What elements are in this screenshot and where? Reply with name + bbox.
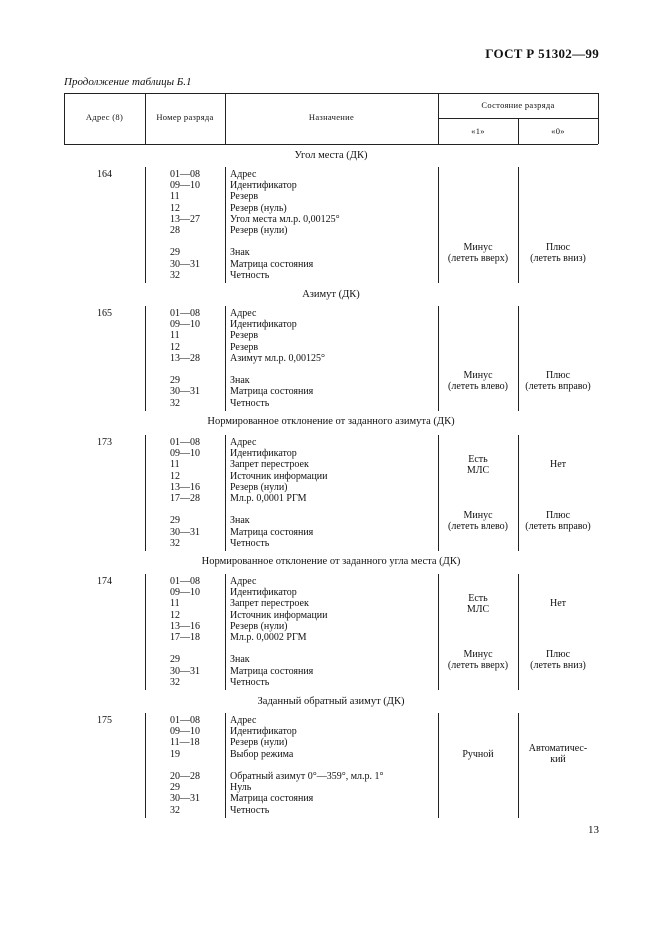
- state-zero-cell: Плюс (лететь вправо): [525, 509, 591, 532]
- bit-number-cell: 30—31: [170, 386, 200, 398]
- bit-number-cell: 29: [170, 247, 180, 259]
- column-divider: [438, 574, 439, 690]
- purpose-cell: Источник информации: [230, 609, 328, 621]
- bit-number-cell: 30—31: [170, 793, 200, 805]
- state-one-cell: Есть МЛС: [466, 592, 490, 615]
- purpose-cell: Адрес: [230, 715, 257, 726]
- purpose-cell: Знак: [230, 515, 250, 527]
- column-divider: [438, 167, 439, 283]
- header-bottom-border: [64, 144, 598, 145]
- bit-number-cell: 13—28: [170, 352, 200, 364]
- purpose-cell: Резерв: [230, 330, 259, 342]
- state-one-cell: Минус (лететь вверх): [447, 648, 509, 671]
- bit-number-cell: 30—31: [170, 665, 200, 677]
- table-right-border: [598, 93, 599, 144]
- column-divider: [145, 167, 146, 283]
- address-cell: 165: [97, 308, 112, 319]
- purpose-cell: Азимут мл.р. 0,00125°: [230, 352, 326, 364]
- bit-number-cell: 13—16: [170, 620, 200, 632]
- bit-number-cell: 09—10: [170, 726, 200, 738]
- bit-number-cell: 13—16: [170, 481, 200, 493]
- bit-number-cell: 13—27: [170, 213, 200, 225]
- purpose-cell: Резерв: [230, 341, 259, 353]
- table-continuation-caption: Продолжение таблицы Б.1: [64, 76, 192, 88]
- purpose-cell: Источник информации: [230, 470, 328, 482]
- bit-number-cell: 29: [170, 654, 180, 666]
- purpose-cell: Матрица состояния: [230, 665, 314, 677]
- bit-number-cell: 17—18: [170, 632, 200, 643]
- purpose-cell: Четность: [230, 537, 270, 549]
- col-header-address: Адрес (8): [85, 112, 124, 122]
- document-id: ГОСТ Р 51302—99: [485, 46, 599, 61]
- purpose-cell: Адрес: [230, 437, 257, 448]
- purpose-cell: Идентификатор: [230, 587, 297, 599]
- purpose-cell: Резерв (нуль): [230, 202, 287, 214]
- bit-number-cell: 09—10: [170, 319, 200, 331]
- bit-number-cell: 32: [170, 676, 180, 688]
- purpose-cell: Четность: [230, 269, 270, 281]
- purpose-cell: Обратный азимут 0°—359°, мл.р. 1°: [230, 771, 384, 782]
- column-divider: [225, 435, 226, 551]
- address-cell: 173: [97, 437, 112, 448]
- column-divider: [225, 574, 226, 690]
- col-header-state-zero: «0»: [551, 126, 565, 136]
- state-zero-cell: Плюс (лететь вправо): [525, 369, 591, 392]
- column-divider: [518, 435, 519, 551]
- purpose-cell: Резерв (нули): [230, 225, 288, 236]
- section-title: Нормированное отклонение от заданного угла места (ДК): [201, 556, 461, 567]
- state-one-cell: Минус (лететь влево): [448, 369, 508, 392]
- purpose-cell: Матрица состояния: [230, 386, 314, 398]
- bit-number-cell: 01—08: [170, 715, 200, 726]
- bit-number-cell: 11: [170, 459, 180, 471]
- purpose-cell: Нуль: [230, 782, 252, 794]
- bit-number-cell: 09—10: [170, 587, 200, 599]
- column-divider: [145, 435, 146, 551]
- state-zero-cell: Плюс (лететь вниз): [530, 241, 586, 264]
- bit-number-cell: 01—08: [170, 308, 200, 319]
- purpose-cell: Мл.р. 0,0002 РГМ: [230, 632, 307, 643]
- bit-number-cell: 32: [170, 804, 180, 816]
- column-divider: [145, 306, 146, 411]
- purpose-cell: Матрица состояния: [230, 793, 314, 805]
- purpose-cell: Адрес: [230, 169, 257, 180]
- column-divider: [145, 574, 146, 690]
- bit-number-cell: 30—31: [170, 258, 200, 270]
- purpose-cell: Четность: [230, 676, 270, 688]
- purpose-cell: Мл.р. 0,0001 РГМ: [230, 493, 307, 504]
- bit-number-cell: 11: [170, 191, 180, 203]
- purpose-cell: Адрес: [230, 308, 257, 319]
- column-divider: [438, 713, 439, 818]
- purpose-cell: Резерв (нули): [230, 481, 288, 493]
- column-divider: [518, 713, 519, 818]
- state-zero-cell: Нет: [549, 459, 567, 471]
- column-divider: [145, 713, 146, 818]
- col-header-bit-number: Номер разряда: [156, 112, 214, 122]
- column-divider: [225, 306, 226, 411]
- col-header-bit-state: Состояние разряда: [481, 100, 555, 110]
- bit-number-cell: 32: [170, 537, 180, 549]
- column-divider: [518, 574, 519, 690]
- address-cell: 175: [97, 715, 112, 726]
- column-divider: [438, 306, 439, 411]
- bit-number-cell: 12: [170, 609, 180, 621]
- address-cell: 164: [97, 169, 112, 180]
- bit-number-cell: 20—28: [170, 771, 200, 782]
- purpose-cell: Угол места мл.р. 0,00125°: [230, 213, 340, 225]
- bit-number-cell: 19: [170, 748, 180, 760]
- state-one-cell: Минус (лететь влево): [448, 509, 508, 532]
- bit-number-cell: 28: [170, 225, 180, 236]
- bit-number-cell: 12: [170, 341, 180, 353]
- column-divider: [225, 167, 226, 283]
- address-cell: 174: [97, 576, 112, 587]
- bit-number-cell: 11: [170, 330, 180, 342]
- purpose-cell: Знак: [230, 654, 250, 666]
- section-title: Нормированное отклонение от заданного азимута (ДК): [207, 416, 455, 427]
- purpose-cell: Идентификатор: [230, 180, 297, 192]
- page-number: 13: [588, 824, 599, 836]
- bit-number-cell: 01—08: [170, 437, 200, 448]
- purpose-cell: Запрет перестроек: [230, 598, 309, 610]
- bit-number-cell: 01—08: [170, 576, 200, 587]
- purpose-cell: Знак: [230, 375, 250, 387]
- purpose-cell: Четность: [230, 397, 270, 409]
- purpose-cell: Выбор режима: [230, 748, 294, 760]
- state-zero-cell: Автоматичес- кий: [528, 743, 588, 766]
- bit-number-cell: 30—31: [170, 526, 200, 538]
- section-title: Угол места (ДК): [294, 150, 368, 161]
- state-one-cell: Есть МЛС: [466, 453, 490, 476]
- purpose-cell: Адрес: [230, 576, 257, 587]
- purpose-cell: Идентификатор: [230, 319, 297, 331]
- state-one-cell: Ручной: [462, 748, 494, 760]
- col-header-purpose: Назначение: [308, 112, 355, 122]
- column-divider: [518, 306, 519, 411]
- bit-number-cell: 29: [170, 375, 180, 387]
- section-title: Азимут (ДК): [302, 289, 360, 300]
- bit-number-cell: 11—18: [170, 737, 200, 749]
- purpose-cell: Идентификатор: [230, 448, 297, 460]
- state-one-cell: Минус (лететь вверх): [447, 241, 509, 264]
- bit-number-cell: 01—08: [170, 169, 200, 180]
- bit-number-cell: 09—10: [170, 180, 200, 192]
- bit-number-cell: 32: [170, 269, 180, 281]
- bit-number-cell: 09—10: [170, 448, 200, 460]
- bit-number-cell: 12: [170, 202, 180, 214]
- col-header-state-one: «1»: [471, 126, 485, 136]
- purpose-cell: Четность: [230, 804, 270, 816]
- state-zero-cell: Плюс (лететь вниз): [530, 648, 586, 671]
- column-divider: [518, 167, 519, 283]
- bit-number-cell: 29: [170, 782, 180, 794]
- bit-number-cell: 11: [170, 598, 180, 610]
- column-divider: [225, 713, 226, 818]
- bit-number-cell: 29: [170, 515, 180, 527]
- purpose-cell: Идентификатор: [230, 726, 297, 738]
- section-title: Заданный обратный азимут (ДК): [257, 696, 405, 707]
- bit-number-cell: 12: [170, 470, 180, 482]
- bit-number-cell: 32: [170, 397, 180, 409]
- column-divider: [438, 435, 439, 551]
- purpose-cell: Резерв: [230, 191, 259, 203]
- state-zero-cell: Нет: [549, 598, 567, 610]
- purpose-cell: Знак: [230, 247, 250, 259]
- purpose-cell: Матрица состояния: [230, 258, 314, 270]
- purpose-cell: Запрет перестроек: [230, 459, 309, 471]
- bit-number-cell: 17—28: [170, 493, 200, 504]
- purpose-cell: Резерв (нули): [230, 620, 288, 632]
- purpose-cell: Резерв (нули): [230, 737, 288, 749]
- purpose-cell: Матрица состояния: [230, 526, 314, 538]
